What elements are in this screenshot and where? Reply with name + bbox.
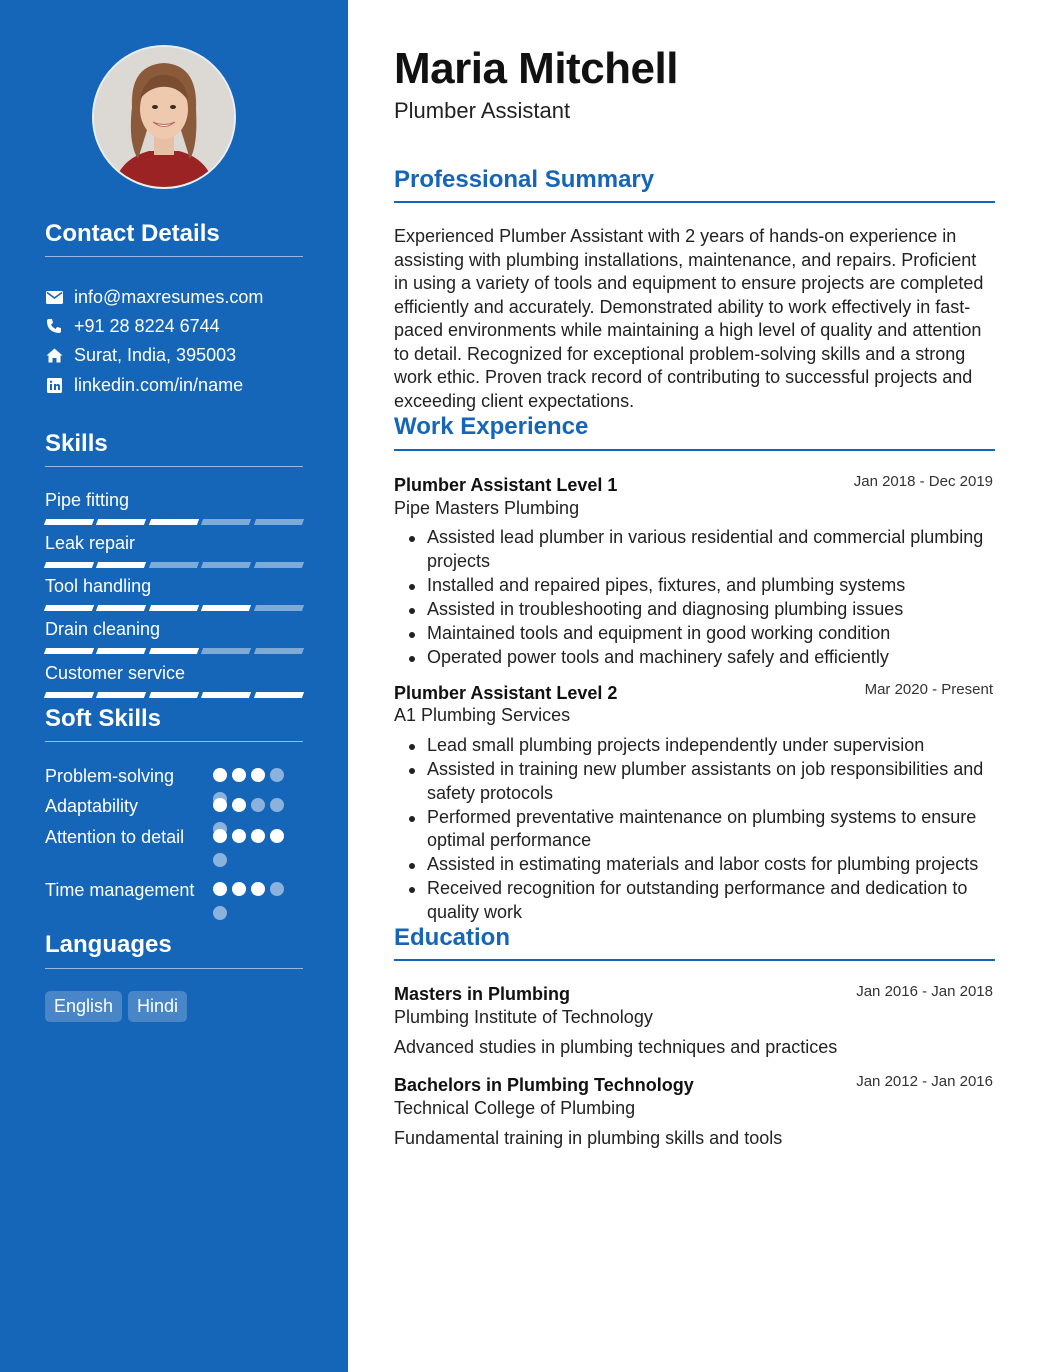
rating-dot <box>270 882 284 896</box>
skill-level-segment <box>254 519 305 525</box>
education-heading: Education <box>394 924 511 951</box>
job-bullets <box>405 734 995 925</box>
rating-dot <box>251 882 265 896</box>
list-item: Installed and repaired pipes, fixtures, and plumbing systems <box>405 574 995 598</box>
rating-dot <box>213 853 227 867</box>
job-company: Pipe Masters Plumbing <box>394 498 580 518</box>
skill-name: Pipe fitting <box>45 490 130 510</box>
contact-linkedin[interactable] <box>45 373 243 397</box>
skill-level-segment <box>96 562 147 568</box>
soft-skills-heading: Soft Skills <box>45 705 162 732</box>
skill-level-segment <box>254 648 305 654</box>
job-bullets <box>405 526 995 670</box>
soft-skill-rating <box>213 882 295 920</box>
experience-heading: Work Experience <box>394 413 589 440</box>
job-company: A1 Plumbing Services <box>394 705 571 725</box>
rating-dot <box>213 768 227 782</box>
rating-dot <box>270 798 284 812</box>
skill-level-segment <box>149 605 200 611</box>
skill-level-bar <box>45 605 303 611</box>
skill-name: Drain cleaning <box>45 619 161 639</box>
rating-dot <box>232 882 246 896</box>
list-item: Received recognition for outstanding performance and dedication to quality work <box>405 877 995 924</box>
linkedin-icon <box>45 376 63 394</box>
skills-heading: Skills <box>45 430 108 457</box>
summary-heading: Professional Summary <box>394 166 655 193</box>
candidate-name: Maria Mitchell <box>394 44 678 93</box>
skill-level-segment <box>149 519 200 525</box>
avatar-illustration <box>94 47 234 187</box>
rating-dot <box>213 798 227 812</box>
education-school: Plumbing Institute of Technology <box>394 1007 653 1027</box>
contact-divider <box>45 256 303 257</box>
rating-dot <box>251 829 265 843</box>
skill-level-segment <box>96 648 147 654</box>
language-tag: English <box>45 991 122 1022</box>
education-school: Technical College of Plumbing <box>394 1098 636 1118</box>
skill-level-bar <box>45 692 303 698</box>
soft-skills-divider <box>45 741 303 742</box>
skill-level-segment <box>201 692 252 698</box>
rating-dot <box>270 768 284 782</box>
languages-heading: Languages <box>45 931 172 958</box>
list-item: Performed preventative maintenance on plumbing systems to ensure optimal performance <box>405 806 995 853</box>
job-dates: Jan 2018 - Dec 2019 <box>853 473 993 490</box>
rating-dot <box>213 829 227 843</box>
skill-level-segment <box>96 605 147 611</box>
skill-level-segment <box>44 692 95 698</box>
skill-level-segment <box>149 692 200 698</box>
contact-phone-text: +91 28 8224 6744 <box>74 315 220 336</box>
list-item: Lead small plumbing projects independently under supervision <box>405 734 995 758</box>
skill-level-segment <box>149 648 200 654</box>
skill-level-bar <box>45 519 303 525</box>
home-icon <box>45 346 63 364</box>
skill-level-segment <box>96 519 147 525</box>
job-dates: Mar 2020 - Present <box>864 681 993 698</box>
education-divider <box>394 959 995 961</box>
job-title: Plumber Assistant Level 2 <box>394 683 618 703</box>
soft-skill-name: Time management <box>45 880 195 900</box>
rating-dot <box>232 829 246 843</box>
skill-level-segment <box>254 692 305 698</box>
skill-level-segment <box>44 648 95 654</box>
contact-email-text: info@maxresumes.com <box>74 286 264 307</box>
rating-dot <box>251 768 265 782</box>
list-item: Assisted in estimating materials and labor costs for plumbing projects <box>405 853 995 877</box>
list-item: Assisted in training new plumber assistants on job responsibilities and safety protocols <box>405 758 995 805</box>
skill-level-segment <box>96 692 147 698</box>
list-item: Maintained tools and equipment in good working condition <box>405 622 995 646</box>
rating-dot <box>270 829 284 843</box>
rating-dot <box>232 798 246 812</box>
candidate-title: Plumber Assistant <box>394 98 571 123</box>
languages-divider <box>45 968 303 969</box>
summary-text: Experienced Plumber Assistant with 2 years of hands-on experience in assisting with plumbing installations, maintenance, and repairs. Proficient in using a variety of tools and equipment to ensure projects are completed efficiently and accurately. Demonstrated ability to work effectively in fast-paced environments while maintaining a high level of quality and attention to detail. Recognized for exceptional problem-solving skills and a strong work ethic. Proven track record of contributing to successful projects and exceeding client expectations. <box>394 226 984 411</box>
contact-heading: Contact Details <box>45 220 220 247</box>
rating-dot <box>251 798 265 812</box>
skill-level-segment <box>254 562 305 568</box>
skill-level-segment <box>44 562 95 568</box>
contact-phone[interactable] <box>45 314 220 338</box>
skills-divider <box>45 466 303 467</box>
skill-level-segment <box>201 648 252 654</box>
skill-level-segment <box>44 605 95 611</box>
soft-skill-name: Adaptability <box>45 796 139 816</box>
skill-level-segment <box>44 519 95 525</box>
envelope-icon <box>45 288 63 306</box>
experience-divider <box>394 449 995 451</box>
job-title: Plumber Assistant Level 1 <box>394 475 618 495</box>
skill-level-segment <box>254 605 305 611</box>
rating-dot <box>213 906 227 920</box>
skill-name: Leak repair <box>45 533 136 553</box>
contact-linkedin-text: linkedin.com/in/name <box>74 374 244 395</box>
skill-name: Tool handling <box>45 576 152 596</box>
profile-photo <box>92 45 236 189</box>
skill-level-segment <box>201 605 252 611</box>
education-degree: Bachelors in Plumbing Technology <box>394 1075 694 1095</box>
skill-level-segment <box>149 562 200 568</box>
skill-level-bar <box>45 648 303 654</box>
education-description: Fundamental training in plumbing skills and tools <box>394 1128 783 1148</box>
education-description: Advanced studies in plumbing techniques and practices <box>394 1037 838 1057</box>
summary-divider <box>394 201 995 203</box>
skill-name: Customer service <box>45 663 186 683</box>
skill-level-bar <box>45 562 303 568</box>
education-degree: Masters in Plumbing <box>394 984 571 1004</box>
soft-skill-rating <box>213 829 295 867</box>
skill-level-segment <box>201 519 252 525</box>
skill-level-segment <box>201 562 252 568</box>
education-dates: Jan 2016 - Jan 2018 <box>856 983 993 1000</box>
list-item: Assisted in troubleshooting and diagnosing plumbing issues <box>405 598 995 622</box>
soft-skill-name: Attention to detail <box>45 827 185 847</box>
list-item: Operated power tools and machinery safely and efficiently <box>405 646 995 670</box>
rating-dot <box>232 768 246 782</box>
soft-skill-name: Problem-solving <box>45 766 175 786</box>
education-dates: Jan 2012 - Jan 2016 <box>856 1073 993 1090</box>
phone-icon <box>45 317 63 335</box>
language-tag: Hindi <box>128 991 187 1022</box>
list-item: Assisted lead plumber in various residential and commercial plumbing projects <box>405 526 995 573</box>
contact-email[interactable] <box>45 285 263 309</box>
rating-dot <box>213 882 227 896</box>
sidebar <box>0 0 348 1372</box>
contact-address-text: Surat, India, 395003 <box>74 344 237 365</box>
contact-address <box>45 343 236 367</box>
